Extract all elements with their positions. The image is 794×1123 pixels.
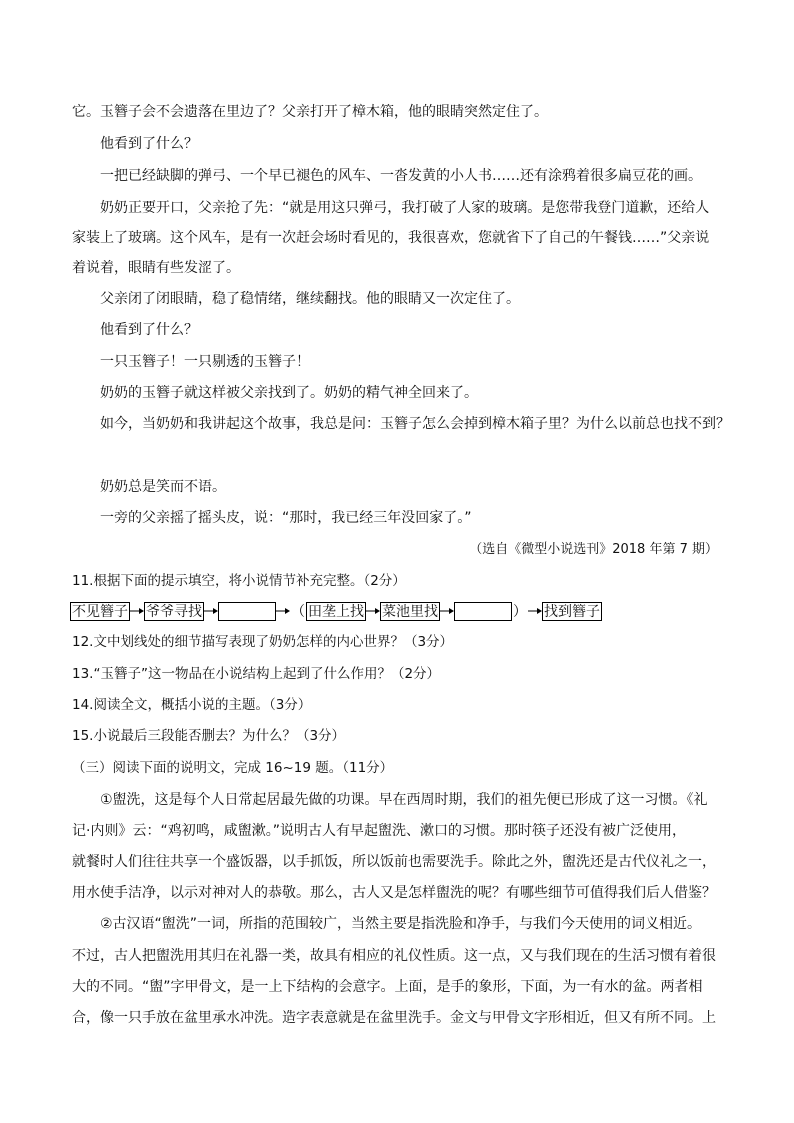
story-paragraph: 奶奶的玉簪子就这样被父亲找到了。奶奶的精气神全回来了。 <box>100 385 478 401</box>
flow-step-5: 找到簪子 <box>544 603 600 620</box>
arrow-right-icon <box>366 606 380 616</box>
flow-step-3: 田垄上找 <box>308 603 364 620</box>
arrow-right-icon <box>130 606 144 616</box>
story-paragraph: 奶奶正要开口，父亲抢了先：“就是用这只弹弓，我打破了人家的玻璃。是您带我登门道歉，还给人 <box>100 200 710 216</box>
question-12: 12.文中划线处的细节描写表现了奶奶怎样的内心世界？（3分） <box>72 634 454 650</box>
story-paragraph: 如今，当奶奶和我讲起这个故事，我总是问：玉簪子怎么会掉到樟木箱子里？为什么以前总也找不到？ <box>100 416 730 432</box>
article-paragraph: 记·内则》云：“鸡初鸣，咸盥漱。”说明古人有早起盥洗、漱口的习惯。那时筷子还没有被广泛使用， <box>72 823 686 839</box>
article-paragraph: 就餐时人们往往共享一个盛饭器，以手抓饭，所以饭前也需要洗手。除此之外，盥洗还是古代仪礼之一， <box>72 854 716 870</box>
flow-close-paren: ） <box>513 604 527 620</box>
story-paragraph: 着说着，眼睛有些发涩了。 <box>72 260 240 276</box>
story-paragraph: 奶奶总是笑而不语。 <box>100 479 226 495</box>
section-3-heading: （三）阅读下面的说明文，完成 16~19 题。（11分） <box>72 760 394 776</box>
plot-flowchart <box>70 600 602 622</box>
article-paragraph: 不过，古人把盥洗用其归在礼器一类，故具有相应的礼仪性质。这一点，又与我们现在的生活习惯有着很 <box>72 948 716 964</box>
story-paragraph: 父亲闭了闭眼睛，稳了稳情绪，继续翻找。他的眼睛又一次定住了。 <box>100 291 520 307</box>
article-paragraph: 用水使手洁净，以示对神对人的恭敬。那么，古人又是怎样盥洗的呢？有哪些细节可值得我们后人借鉴？ <box>72 885 716 901</box>
flow-step-2: 爷爷寻找 <box>146 603 202 620</box>
story-paragraph: 他看到了什么？ <box>100 322 198 338</box>
arrow-right-icon <box>204 606 218 616</box>
story-paragraph: 一把已经缺脚的弹弓、一个早已褪色的风车、一沓发黄的小人书……还有涂鸦着很多扁豆花的画。 <box>100 168 702 184</box>
source-citation: （选自《微型小说选刊》2018 年第 7 期） <box>469 542 718 557</box>
flow-blank-2[interactable] <box>454 602 512 621</box>
flow-step-4: 菜池里找 <box>382 603 438 620</box>
article-paragraph: 合，像一只手放在盆里承水冲洗。造字表意就是在盆里洗手。金文与甲骨文字形相近，但又有所不同。上 <box>72 1010 716 1026</box>
article-paragraph: ②古汉语“盥洗”一词，所指的范围较广，当然主要是指洗脸和净手，与我们今天使用的词义相近。 <box>100 916 702 932</box>
flow-step-1: 不见簪子 <box>72 603 128 620</box>
story-paragraph: 一旁的父亲摇了摇头皮，说：“那时，我已经三年没回家了。” <box>100 510 472 526</box>
question-11: 11.根据下面的提示填空，将小说情节补充完整。（2分） <box>72 573 406 589</box>
story-paragraph: 它。玉簪子会不会遗落在里边了？父亲打开了樟木箱，他的眼睛突然定住了。 <box>72 104 548 120</box>
arrow-right-icon <box>528 606 542 616</box>
question-14: 14.阅读全文，概括小说的主题。（3分） <box>72 697 312 713</box>
arrow-right-icon <box>276 606 290 616</box>
flow-blank-1[interactable] <box>218 602 276 621</box>
arrow-right-icon <box>440 606 454 616</box>
article-paragraph: 大的不同。“盥”字甲骨文，是一上下结构的会意字。上面，是手的象形，下面，为一有水的盆。两者相 <box>72 979 703 995</box>
flow-open-paren: （ <box>291 604 305 620</box>
question-15: 15.小说最后三段能否删去？为什么？（3分） <box>72 728 346 744</box>
story-paragraph: 一只玉簪子！一只剔透的玉簪子！ <box>100 354 310 370</box>
article-paragraph: ①盥洗，这是每个人日常起居最先做的功课。早在西周时期，我们的祖先便已形成了这一习惯。《礼 <box>100 792 708 808</box>
question-13: 13.“玉簪子”这一物品在小说结构上起到了什么作用？（2分） <box>72 666 441 682</box>
story-paragraph: 他看到了什么？ <box>100 136 198 152</box>
story-paragraph: 家装上了玻璃。这个风车，是有一次赶会场时看见的，我很喜欢，您就省下了自己的午餐钱……”父亲说 <box>72 230 710 246</box>
